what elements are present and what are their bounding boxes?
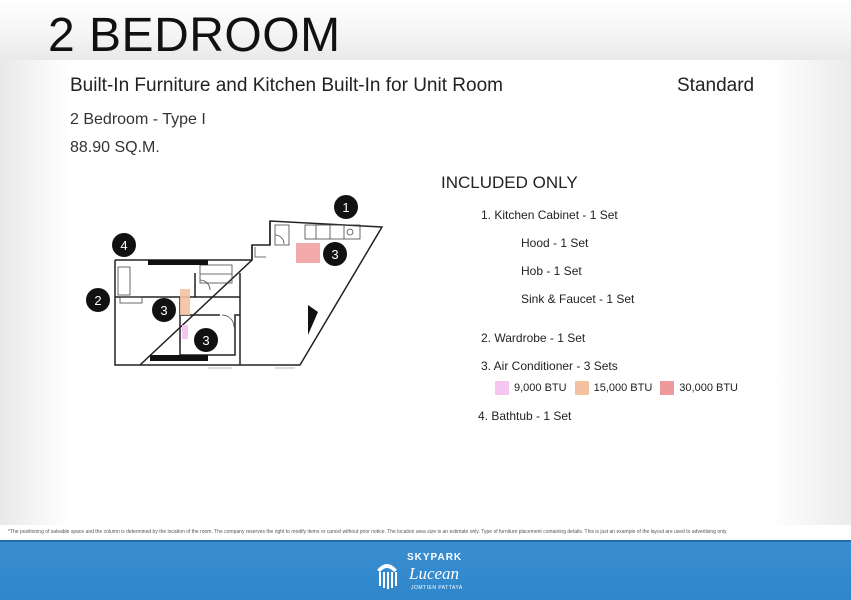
wardrobe-wall — [148, 260, 208, 265]
skypark-lucean-logo — [375, 548, 485, 594]
page-title: 2 BEDROOM — [48, 9, 341, 62]
logo-brand: SKYPARK — [407, 552, 463, 563]
logo-script: Lucean — [409, 564, 460, 583]
marker-1 — [334, 195, 358, 219]
svg-text:2: 2 — [94, 293, 102, 308]
unit-type: 2 Bedroom - Type I — [70, 111, 206, 128]
ac-unit-30000 — [296, 243, 320, 263]
item-sink-faucet: Sink & Faucet - 1 Set — [521, 292, 635, 306]
swatch-9000 — [495, 381, 509, 395]
item-hood: Hood - 1 Set — [521, 236, 589, 250]
item-kitchen-cabinet: 1. Kitchen Cabinet - 1 Set — [481, 208, 618, 222]
bathroom-fixtures — [118, 235, 284, 327]
subtitle: Built-In Furniture and Kitchen Built-In for Unit Room — [70, 75, 503, 96]
floor-plan — [80, 185, 390, 385]
unit-area: 88.90 SQ.M. — [70, 139, 160, 156]
bedroom-wall-black — [150, 355, 208, 361]
legend-15000: 15,000 BTU — [593, 382, 653, 394]
svg-text:4: 4 — [120, 238, 128, 253]
item-air-conditioner: 3. Air Conditioner - 3 Sets — [481, 359, 618, 373]
logo-location: JOMTIEN PATTAYA — [411, 585, 463, 591]
legend-30000: 30,000 BTU — [679, 382, 738, 394]
included-heading: INCLUDED ONLY — [441, 173, 578, 192]
floor-plan-walls — [115, 221, 382, 365]
marker-3-bedroom — [194, 328, 218, 352]
ac-unit-15000 — [180, 289, 190, 315]
svg-text:3: 3 — [331, 247, 339, 262]
logo-mark-icon — [377, 564, 397, 589]
item-wardrobe: 2. Wardrobe - 1 Set — [481, 331, 586, 345]
swatch-15000 — [575, 381, 589, 395]
footer-divider — [0, 540, 851, 542]
svg-text:3: 3 — [160, 303, 168, 318]
swatch-30000 — [660, 381, 674, 395]
legend-9000: 9,000 BTU — [514, 382, 567, 394]
column-black — [308, 305, 318, 335]
marker-3-master — [152, 298, 176, 322]
marker-2 — [86, 288, 110, 312]
marker-4 — [112, 233, 136, 257]
marker-3-living — [323, 242, 347, 266]
ac-legend — [495, 381, 746, 395]
item-bathtub: 4. Bathtub - 1 Set — [478, 409, 572, 423]
svg-text:1: 1 — [342, 200, 350, 215]
package-label: Standard — [677, 75, 755, 96]
item-hob: Hob - 1 Set — [521, 264, 582, 278]
ac-unit-9000 — [182, 325, 188, 339]
svg-text:3: 3 — [202, 333, 210, 348]
disclaimer: *The positioning of saleable space and the column is determined by the location of the room. The company reserves the right to modify items or cancel without prior notice. The location area size is an estimate only. Type of furniture placement containing details. This is just an example of the layout are used to advertising only. — [8, 529, 728, 535]
